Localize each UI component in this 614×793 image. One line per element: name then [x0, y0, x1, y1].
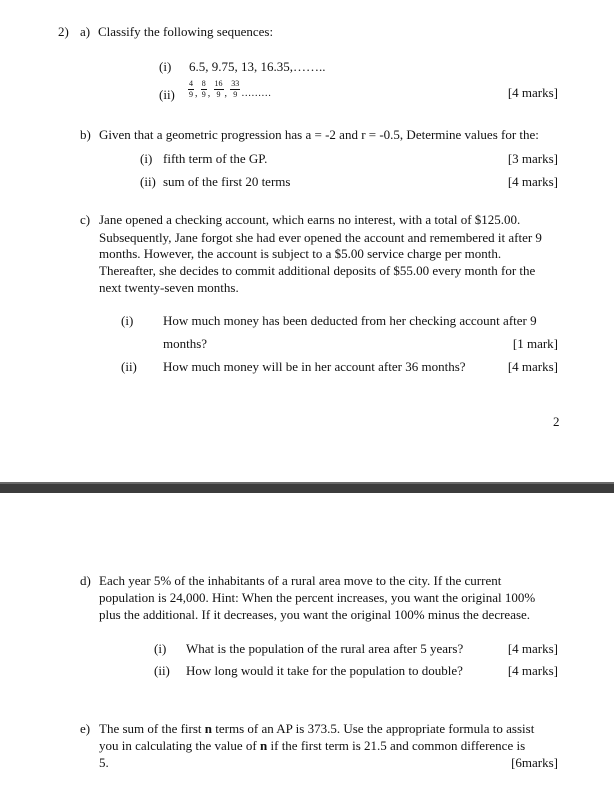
- part-e-line-3: 5.: [99, 755, 109, 770]
- part-d-line-1: Each year 5% of the inhabitants of a rural area move to the city. If the current: [99, 573, 502, 588]
- part-b-i-text: fifth term of the GP.: [163, 151, 268, 166]
- part-a-ii-sequence: $\frac{4}{9}$ , $\frac{8}{9}$ , $\frac{16}{9}$ , $\frac{33}{9}$ ………: [189, 79, 272, 99]
- part-c-line-3: months. However, the account is subject to a $5.00 service charge per month.: [99, 246, 502, 261]
- part-d-i-marks: [4 marks]: [507, 641, 558, 656]
- part-a-marks: [4 marks]: [507, 85, 558, 100]
- part-e-line-2: you in calculating the value of n if the first term is 21.5 and common difference is: [99, 738, 526, 753]
- part-c-i-marks: [1 mark]: [512, 336, 558, 351]
- part-b-ii-label: (ii): [140, 174, 156, 189]
- part-e-line-1: The sum of the first n terms of an AP is 373.5. Use the appropriate formula to assist: [99, 721, 535, 736]
- part-d-line-3: plus the additional. If it decreases, you want the original 100% minus the decrease.: [99, 607, 531, 622]
- part-e-label: e): [80, 721, 91, 736]
- part-d-ii-label: (ii): [154, 663, 170, 678]
- part-d-line-2: population is 24,000. Hint: When the percent increases, you want the original 100%: [99, 590, 536, 605]
- fraction-2: $\frac{8}{9}$: [201, 79, 206, 99]
- part-c-ii-text: How much money will be in her account after 36 months?: [163, 359, 466, 374]
- part-b-label: b): [80, 127, 91, 142]
- fraction-1: $\frac{4}{9}$: [189, 79, 193, 99]
- fraction-3: $\frac{16}{9}$: [214, 79, 223, 99]
- part-c-ii-label: (ii): [121, 359, 137, 374]
- part-d-ii-text: How long would it take for the population to double?: [186, 663, 463, 678]
- part-d-ii-marks: [4 marks]: [507, 663, 558, 678]
- part-a-label: a): [80, 24, 91, 39]
- part-b-text: Given that a geometric progression has a = -2 and r = -0.5, Determine values for the:: [99, 127, 539, 142]
- part-c-line-2: Subsequently, Jane forgot she had ever opened the account and remembered it after 9: [99, 230, 542, 245]
- part-d-i-label: (i): [154, 641, 167, 656]
- question-number: 2): [58, 24, 69, 39]
- part-a-ii-label: (ii): [159, 87, 175, 102]
- part-c-line-4: Thereafter, she decides to commit additional deposits of $55.00 every month for the: [99, 263, 536, 278]
- part-c-i-line-2: months?: [163, 336, 208, 351]
- part-d-i-text: What is the population of the rural area after 5 years?: [186, 641, 464, 656]
- part-b-ii-marks: [4 marks]: [507, 174, 558, 189]
- part-d-label: d): [80, 573, 91, 588]
- part-b-i-label: (i): [140, 151, 153, 166]
- part-c-line-5: next twenty-seven months.: [99, 280, 239, 295]
- page-number: 2: [553, 414, 560, 429]
- part-c-ii-marks: [4 marks]: [507, 359, 558, 374]
- part-a-text: Classify the following sequences:: [98, 24, 274, 39]
- part-c-i-line-1: How much money has been deducted from her checking account after 9: [163, 313, 537, 328]
- part-c-label: c): [80, 212, 91, 227]
- part-b-i-marks: [3 marks]: [507, 151, 558, 166]
- part-e-marks: [6marks]: [511, 755, 558, 770]
- part-a-i-sequence: 6.5, 9.75, 13, 16.35,……..: [189, 59, 326, 74]
- part-a-i-label: (i): [159, 59, 172, 74]
- page-divider: [0, 482, 614, 493]
- part-b-ii-text: sum of the first 20 terms: [163, 174, 291, 189]
- part-c-i-label: (i): [121, 313, 134, 328]
- part-c-line-1: Jane opened a checking account, which earns no interest, with a total of $125.00.: [99, 212, 521, 227]
- fraction-4: $\frac{33}{9}$: [231, 79, 240, 99]
